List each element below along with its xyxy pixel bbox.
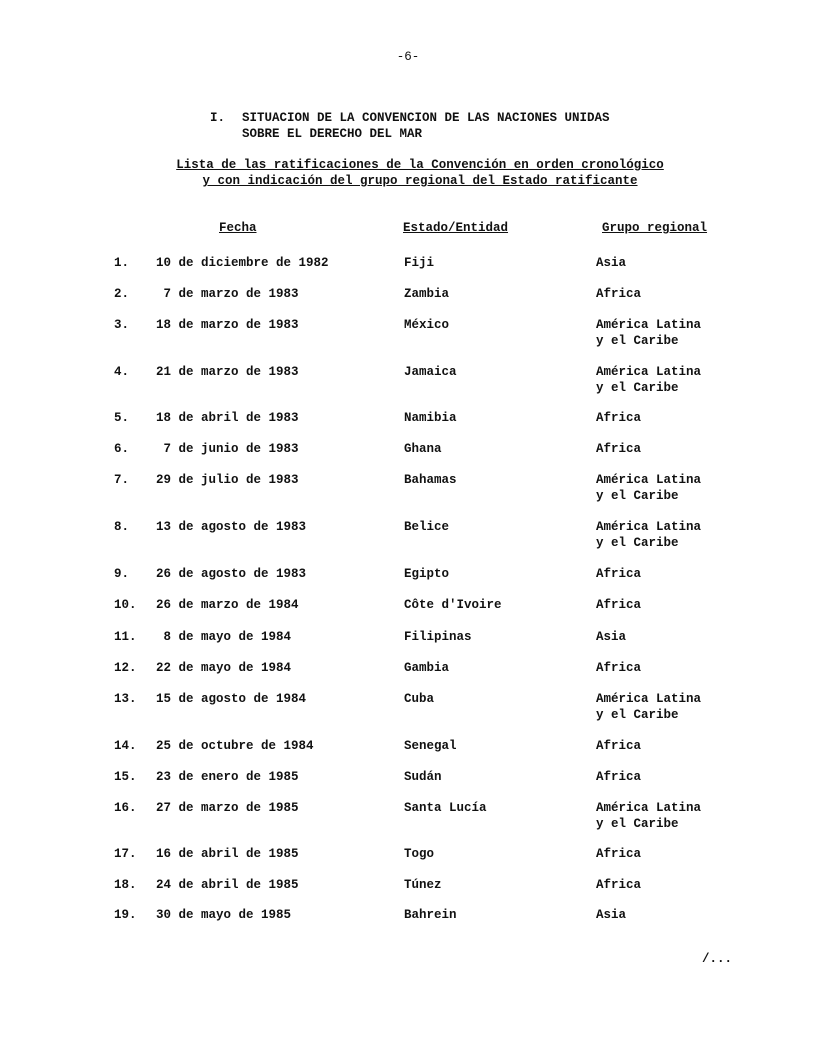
row-number: 5. (114, 411, 130, 425)
row-group (596, 877, 736, 893)
row-number: 14. (114, 739, 137, 753)
column-header-state: Estado/Entidad (403, 221, 509, 235)
row-number: 3. (114, 318, 130, 332)
row-number: 13. (114, 692, 137, 706)
row-group-line2: y el Caribe (596, 381, 679, 395)
row-group (596, 566, 736, 582)
row-date: 13 de agosto de 1983 (156, 520, 307, 534)
row-number: 1. (114, 256, 130, 270)
row-group-line1: Asia (596, 256, 627, 270)
row-group-line1: Africa (596, 661, 642, 675)
row-group-line2: y el Caribe (596, 334, 679, 348)
row-date: 10 de diciembre de 1982 (156, 256, 329, 270)
row-group-line2: y el Caribe (596, 489, 679, 503)
row-date: 18 de marzo de 1983 (156, 318, 299, 332)
row-number: 15. (114, 770, 137, 784)
column-header-group: Grupo regional (602, 221, 708, 235)
row-date: 27 de marzo de 1985 (156, 801, 299, 815)
row-group (596, 769, 736, 785)
row-group-line1: América Latina (596, 520, 702, 534)
row-group-line1: Africa (596, 770, 642, 784)
row-date: 8 de mayo de 1984 (156, 630, 292, 644)
subtitle-line2: y con indicación del grupo regional del Estado ratificante (202, 174, 638, 188)
row-group-line1: Africa (596, 411, 642, 425)
column-header-date: Fecha (219, 221, 257, 235)
row-state: Bahamas (404, 473, 457, 487)
row-group-line2: y el Caribe (596, 817, 679, 831)
row-group (596, 441, 736, 457)
row-number: 2. (114, 287, 130, 301)
row-group (596, 255, 736, 271)
row-date: 15 de agosto de 1984 (156, 692, 307, 706)
row-date: 30 de mayo de 1985 (156, 908, 292, 922)
row-group (596, 519, 736, 551)
section-number: I. (210, 111, 226, 125)
row-group (596, 472, 736, 504)
row-group-line1: América Latina (596, 318, 702, 332)
section-heading (210, 110, 610, 142)
row-number: 6. (114, 442, 130, 456)
row-state: Zambia (404, 287, 450, 301)
row-state: Gambia (404, 661, 450, 675)
row-group (596, 410, 736, 426)
row-state: Belice (404, 520, 450, 534)
row-date: 16 de abril de 1985 (156, 847, 299, 861)
row-group (596, 660, 736, 676)
row-number: 7. (114, 473, 130, 487)
continuation-mark: /... (702, 952, 733, 966)
row-group-line1: Asia (596, 630, 627, 644)
row-group-line1: América Latina (596, 692, 702, 706)
row-date: 26 de agosto de 1983 (156, 567, 307, 581)
row-number: 12. (114, 661, 137, 675)
row-group (596, 907, 736, 923)
row-group-line1: Africa (596, 739, 642, 753)
section-title-line2: SOBRE EL DERECHO DEL MAR (242, 127, 423, 141)
row-state: México (404, 318, 450, 332)
row-group-line1: Africa (596, 567, 642, 581)
row-group-line1: Africa (596, 598, 642, 612)
row-date: 29 de julio de 1983 (156, 473, 299, 487)
row-number: 17. (114, 847, 137, 861)
row-group (596, 800, 736, 832)
row-number: 16. (114, 801, 137, 815)
row-state: Fiji (404, 256, 435, 270)
row-group (596, 286, 736, 302)
row-state: Túnez (404, 878, 442, 892)
row-state: Cuba (404, 692, 435, 706)
row-group (596, 317, 736, 349)
row-group (596, 846, 736, 862)
row-state: Togo (404, 847, 435, 861)
row-group-line1: Asia (596, 908, 627, 922)
row-date: 7 de junio de 1983 (156, 442, 299, 456)
row-state: Ghana (404, 442, 442, 456)
row-state: Santa Lucía (404, 801, 487, 815)
row-group (596, 691, 736, 723)
row-group-line1: América Latina (596, 473, 702, 487)
row-number: 9. (114, 567, 130, 581)
row-group-line2: y el Caribe (596, 536, 679, 550)
row-date: 24 de abril de 1985 (156, 878, 299, 892)
row-number: 11. (114, 630, 137, 644)
page-number: -6- (396, 50, 420, 64)
row-number: 8. (114, 520, 130, 534)
row-date: 7 de marzo de 1983 (156, 287, 299, 301)
row-state: Namibia (404, 411, 457, 425)
row-number: 4. (114, 365, 130, 379)
row-group-line1: América Latina (596, 365, 702, 379)
row-number: 10. (114, 598, 137, 612)
row-group-line1: Africa (596, 847, 642, 861)
row-state: Senegal (404, 739, 457, 753)
row-state: Bahrein (404, 908, 457, 922)
row-state: Sudán (404, 770, 442, 784)
section-title-line1: SITUACION DE LA CONVENCION DE LAS NACIONES UNIDAS (242, 111, 610, 125)
row-group-line1: Africa (596, 442, 642, 456)
row-state: Filipinas (404, 630, 472, 644)
row-state: Jamaica (404, 365, 457, 379)
row-date: 21 de marzo de 1983 (156, 365, 299, 379)
section-heading-line1 (210, 110, 610, 126)
row-group-line1: Africa (596, 287, 642, 301)
row-group (596, 629, 736, 645)
row-number: 19. (114, 908, 137, 922)
row-group (596, 364, 736, 396)
row-group-line1: América Latina (596, 801, 702, 815)
row-group (596, 738, 736, 754)
row-state: Egipto (404, 567, 450, 581)
row-group-line1: Africa (596, 878, 642, 892)
row-group (596, 597, 736, 613)
row-date: 22 de mayo de 1984 (156, 661, 292, 675)
row-date: 25 de octubre de 1984 (156, 739, 314, 753)
subtitle-line1: Lista de las ratificaciones de la Convención en orden cronológico (176, 158, 664, 172)
row-date: 26 de marzo de 1984 (156, 598, 299, 612)
row-number: 18. (114, 878, 137, 892)
row-group-line2: y el Caribe (596, 708, 679, 722)
row-date: 23 de enero de 1985 (156, 770, 299, 784)
row-state: Côte d'Ivoire (404, 598, 502, 612)
row-date: 18 de abril de 1983 (156, 411, 299, 425)
table-subtitle (150, 157, 690, 189)
